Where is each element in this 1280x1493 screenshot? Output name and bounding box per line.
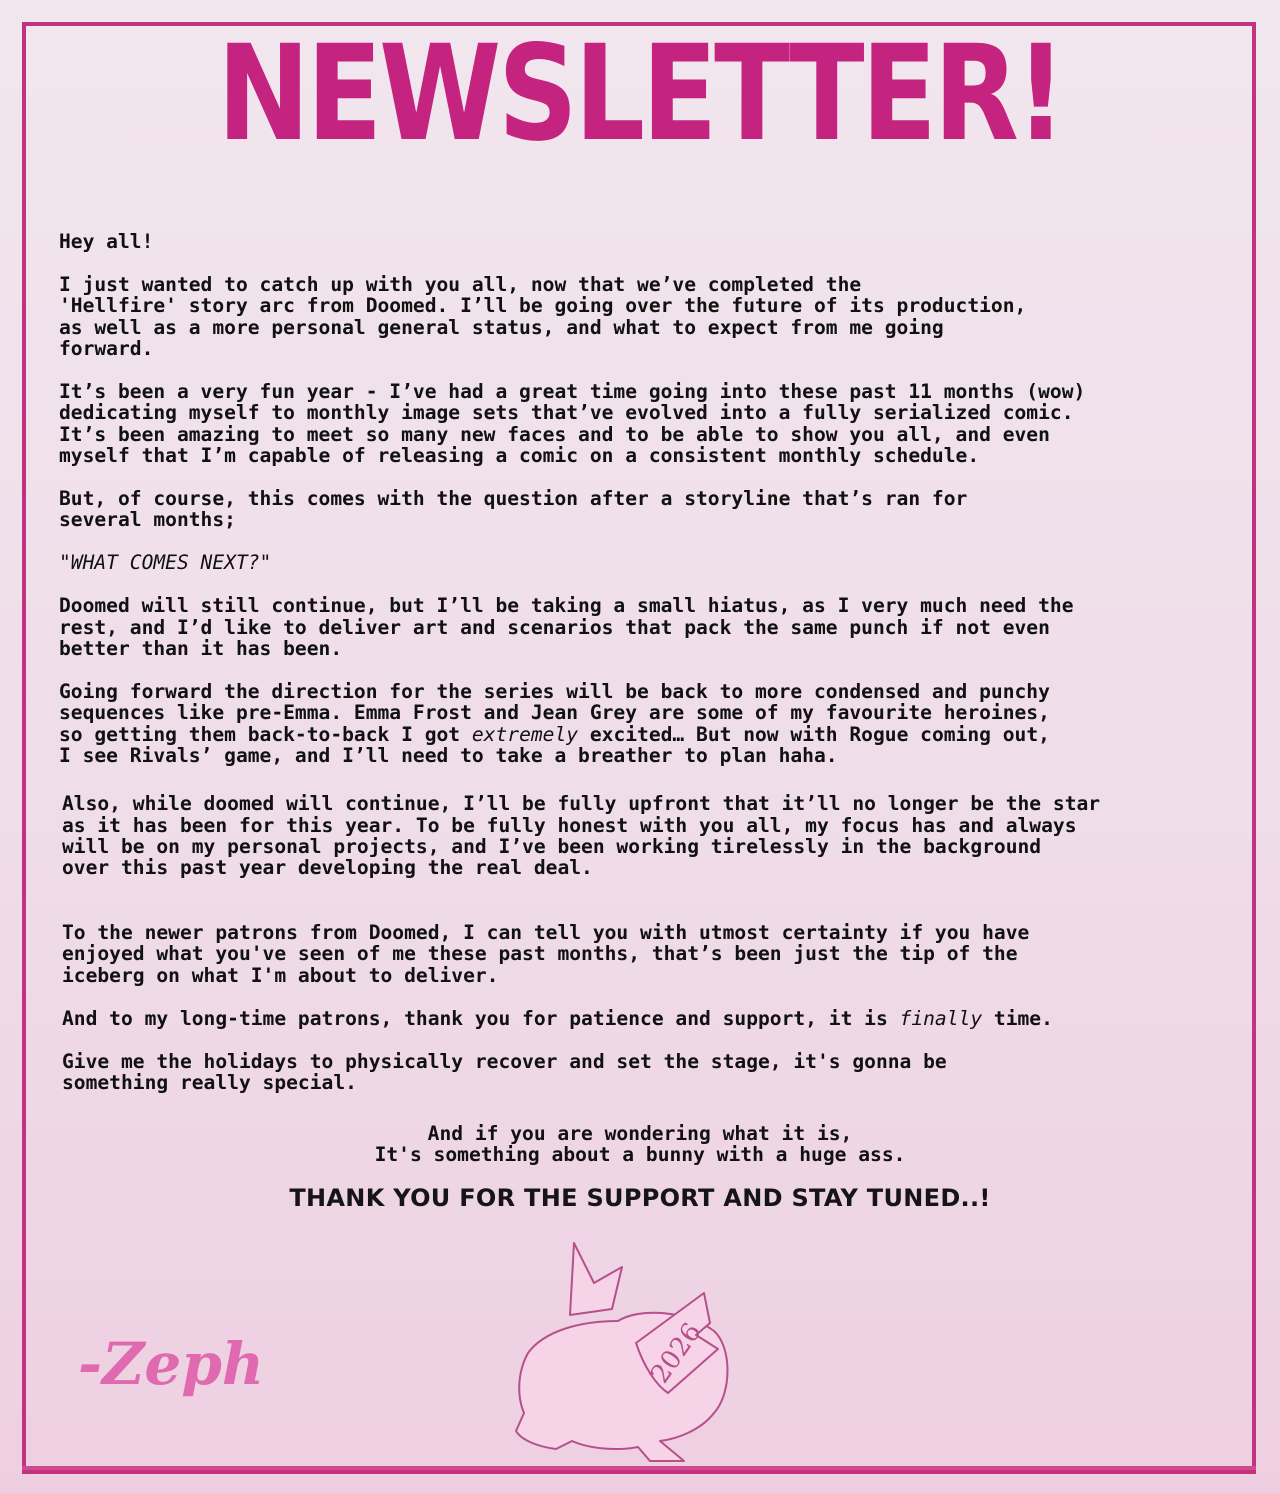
paragraph-line: as well as a more personal general status, and what to expect from me going [59, 316, 944, 339]
emphasis-text: extremely [471, 723, 579, 746]
newsletter-title: NEWSLETTER! [217, 17, 1063, 171]
paragraph-line: will be on my personal projects, and I’ve been working tirelessly in the background [62, 835, 1042, 858]
paragraph-line: I see Rivals’ game, and I’ll need to take a breather to plan haha. [59, 744, 838, 767]
paragraph-line: Also, while doomed will continue, I’ll be fully upfront that it’ll no longer be the star [62, 792, 1101, 815]
paragraph-line: over this past year developing the real deal. [62, 856, 593, 879]
paragraph-line: forward. [59, 337, 154, 360]
paragraph-line: Going forward the direction for the series will be back to more condensed and punchy [59, 680, 1050, 703]
question-heading: "WHAT COMES NEXT?" [59, 551, 272, 574]
paragraph-line: several months; [59, 508, 236, 531]
signature: -Zeph [78, 1330, 265, 1398]
paragraph-line: sequences like pre-Emma. Emma Frost and Jean Grey are some of my favourite heroines, [59, 701, 1050, 724]
paragraph-line: something really special. [62, 1071, 357, 1094]
text-run: time. [982, 1007, 1053, 1030]
closing-line: And if you are wondering what it is, [427, 1122, 853, 1145]
mascot-year-text: 2026 [645, 1317, 708, 1390]
text-run: excited… But now with Rogue coming out, [578, 723, 1050, 746]
bunny-mascot-illustration [500, 1235, 740, 1485]
paragraph-line: myself that I’m capable of releasing a comic on a consistent monthly schedule. [59, 444, 980, 467]
paragraph-line: Give me the holidays to physically recover and set the stage, it's gonna be [62, 1050, 947, 1073]
closing-line: It's something about a bunny with a huge ass. [374, 1143, 906, 1166]
paragraph-long-time-patrons [62, 1008, 1053, 1030]
paragraph-line: 'Hellfire' story arc from Doomed. I’ll be going over the future of its production, [59, 294, 1027, 317]
text-run: And to my long-time patrons, thank you for patience and support, it is [62, 1007, 900, 1030]
paragraph-line [59, 724, 1050, 746]
paragraph-line: rest, and I’d like to deliver art and scenarios that pack the same punch if not even [59, 616, 1050, 639]
paragraph-line: iceberg on what I'm about to deliver. [62, 964, 499, 987]
paragraph-line: as it has been for this year. To be fully honest with you all, my focus has and always [62, 814, 1077, 837]
thank-you-heading: THANK YOU FOR THE SUPPORT AND STAY TUNED..! [289, 1184, 991, 1212]
paragraph-line: I just wanted to catch up with you all, now that we’ve completed the [59, 273, 862, 296]
greeting: Hey all! [59, 230, 154, 253]
paragraph-line: enjoyed what you've seen of me these past months, that’s been just the tip of the [62, 942, 1018, 965]
emphasis-text: finally [899, 1007, 983, 1030]
paragraph-line: Doomed will still continue, but I’ll be taking a small hiatus, as I very much need the [59, 594, 1074, 617]
paragraph-line: It’s been a very fun year - I’ve had a great time going into these past 11 months (wow) [59, 380, 1086, 403]
paragraph-line: better than it has been. [59, 637, 343, 660]
paragraph-line: To the newer patrons from Doomed, I can tell you with utmost certainty if you have [62, 921, 1030, 944]
text-run: so getting them back-to-back I got [59, 723, 472, 746]
paragraph-line: It’s been amazing to meet so many new faces and to be able to show you all, and even [59, 423, 1050, 446]
paragraph-line: But, of course, this comes with the question after a storyline that’s ran for [59, 487, 968, 510]
paragraph-line: dedicating myself to monthly image sets that’ve evolved into a fully serialized comic. [59, 401, 1074, 424]
